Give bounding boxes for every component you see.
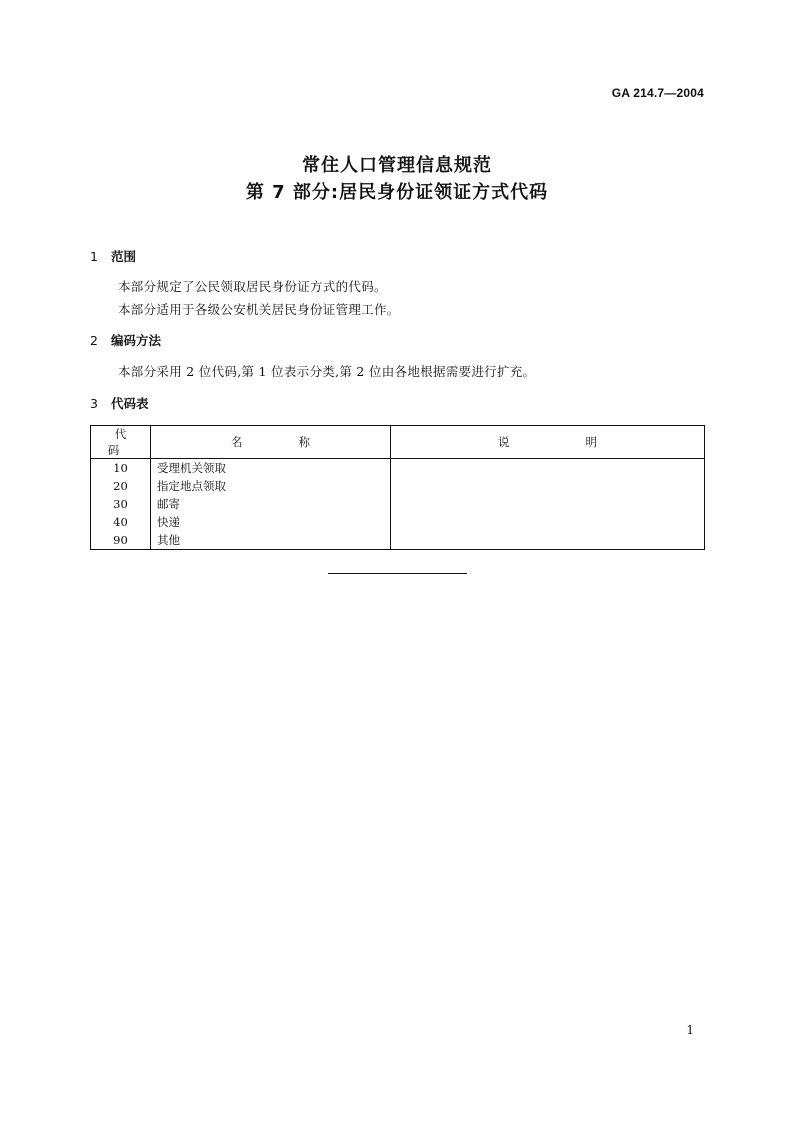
- section-title: 编码方法: [111, 333, 162, 348]
- paragraph: 本部分采用 2 位代码,第 1 位表示分类,第 2 位由各地根据需要进行扩充。: [118, 364, 536, 379]
- page-number: 1: [686, 1023, 694, 1037]
- section-title: 范围: [111, 249, 137, 264]
- table-row: [91, 477, 705, 495]
- document-title: [0, 152, 794, 206]
- section-heading-code-table: [90, 394, 149, 412]
- section-number: 2: [90, 333, 98, 348]
- code-cell: 40: [91, 513, 151, 531]
- code-cell: 30: [91, 495, 151, 513]
- section-number: 1: [90, 249, 98, 264]
- name-cell: 受理机关领取: [151, 459, 391, 478]
- code-cell: 20: [91, 477, 151, 495]
- description-cell: [391, 513, 705, 531]
- column-header-code: 代码: [91, 426, 151, 459]
- title-main: 常住人口管理信息规范: [302, 155, 492, 176]
- standard-code: GA 214.7—2004: [611, 86, 704, 100]
- table-header-row: [91, 426, 705, 459]
- name-cell: 邮寄: [151, 495, 391, 513]
- table-row: [91, 459, 705, 478]
- section-title: 代码表: [111, 396, 149, 411]
- description-cell: [391, 495, 705, 513]
- code-cell: 90: [91, 531, 151, 550]
- table-row: [91, 513, 705, 531]
- paragraph: 本部分适用于各级公安机关居民身份证管理工作。: [118, 302, 400, 317]
- name-cell: 其他: [151, 531, 391, 550]
- name-cell: 指定地点领取: [151, 477, 391, 495]
- title-subtitle: 第 7 部分:居民身份证领证方式代码: [245, 182, 549, 203]
- section-heading-encoding: [90, 331, 161, 349]
- end-of-standard-rule: [328, 573, 467, 574]
- column-header-name: 名称: [151, 426, 391, 459]
- section-heading-scope: [90, 247, 136, 265]
- code-table: [90, 425, 705, 550]
- column-header-description: 说明: [391, 426, 705, 459]
- table-row: [91, 531, 705, 550]
- name-cell: 快递: [151, 513, 391, 531]
- section-number: 3: [90, 396, 98, 411]
- description-cell: [391, 459, 705, 478]
- table-row: [91, 495, 705, 513]
- code-cell: 10: [91, 459, 151, 478]
- paragraph: 本部分规定了公民领取居民身份证方式的代码。: [118, 279, 387, 294]
- description-cell: [391, 477, 705, 495]
- description-cell: [391, 531, 705, 550]
